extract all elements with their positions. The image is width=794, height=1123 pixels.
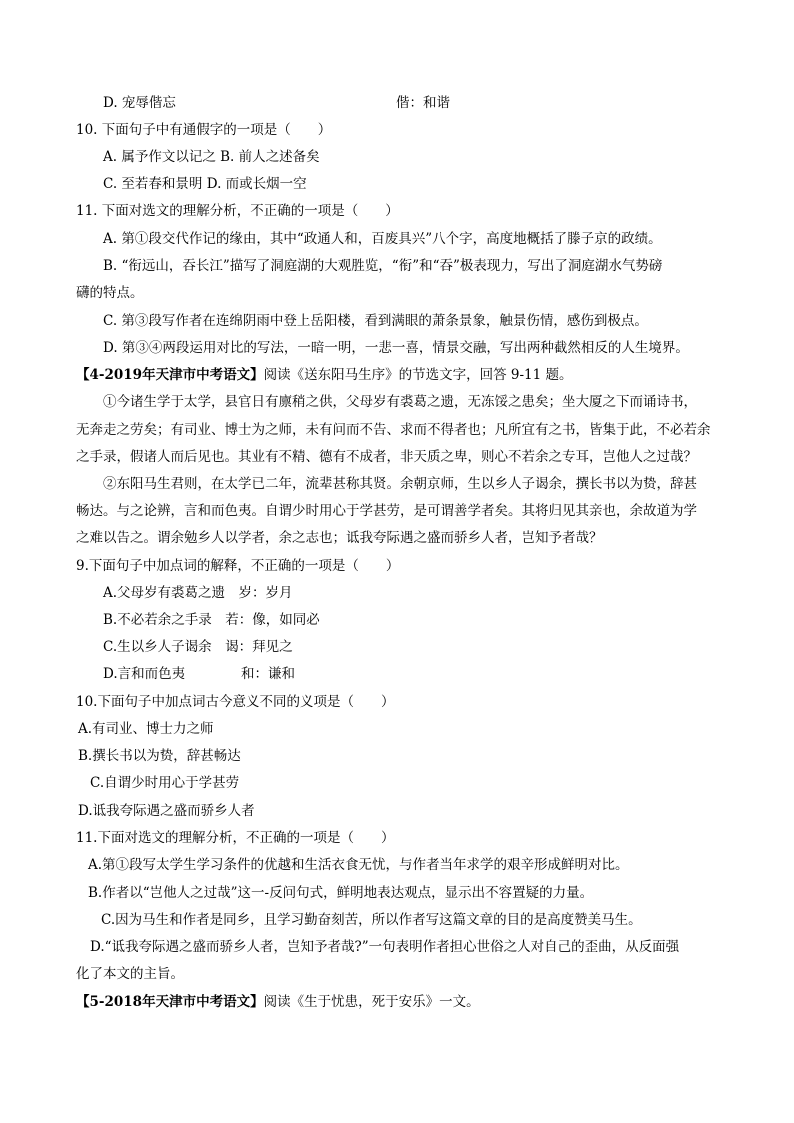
passage-p1-line1: ①今诸生学于太学，县官日有廪稍之供，父母岁有裘葛之遗，无冻馁之患矣；坐大厦之下而诵诗书， bbox=[103, 394, 697, 410]
q11-prev-option-b-line2: 礴的特点。 bbox=[76, 285, 144, 301]
section5-source-tag: 【5-2018年天津市中考语文】 bbox=[76, 994, 264, 1010]
passage-p2-line3: 之难以告之。谓余勉乡人以学者，余之志也；诋我夸际遇之盛而骄乡人者，岂知予者哉？ bbox=[76, 530, 603, 546]
section5-intro: 阅读《生于忧患，死于安乐》一文。 bbox=[263, 994, 480, 1010]
q11-stem: 11.下面对选文的理解分析，不正确的一项是（ ） bbox=[76, 830, 395, 846]
q11-prev-option-b-line1: B. “衔远山，吞长江”描写了洞庭湖的大观胜览，“衔”和“吞”极表现力，写出了洞庭湖水气势磅 bbox=[103, 258, 663, 274]
q10-prev-options-row1: A. 属予作文以记之 B. 前人之述备矣 bbox=[103, 149, 320, 165]
q9-prev-option-d-gloss: 偕：和谐 bbox=[396, 95, 450, 111]
q11-option-c: C.因为马生和作者是同乡，且学习勤奋刻苦，所以作者写这篇文章的目的是高度赞美马生。 bbox=[101, 912, 642, 928]
q9-option-a: A.父母岁有裘葛之遗 岁：岁月 bbox=[103, 585, 293, 601]
q10-option-d: D.诋我夸际遇之盛而骄乡人者 bbox=[78, 803, 255, 819]
passage-p2-line2: 畅达。与之论辨，言和而色夷。自谓少时用心于学甚劳，是可谓善学者矣。其将归见其亲也，余故道为学 bbox=[76, 503, 697, 519]
q11-option-b: B.作者以“岂他人之过哉”这一-反问句式，鲜明地表达观点，显示出不容置疑的力量。 bbox=[88, 885, 594, 901]
q10-prev-stem: 10. 下面句子中有通假字的一项是（ ） bbox=[76, 122, 332, 138]
q10-prev-options-row2: C. 至若春和景明 D. 而或长烟一空 bbox=[103, 176, 307, 192]
q11-prev-stem: 11. 下面对选文的理解分析，不正确的一项是（ ） bbox=[76, 203, 399, 219]
passage-p2-line1: ②东阳马生君则，在太学已二年，流辈甚称其贤。余朝京师，生以乡人子谒余，撰长书以为贽，辞甚 bbox=[103, 476, 697, 492]
q11-option-d-line2: 化了本文的主旨。 bbox=[76, 966, 184, 982]
q9-option-c: C.生以乡人子谒余 谒：拜见之 bbox=[103, 639, 293, 655]
q10-option-a: A.有司业、博士力之师 bbox=[78, 721, 214, 737]
q11-option-a: A.第①段写太学生学习条件的优越和生活衣食无忧，与作者当年求学的艰辛形成鲜明对比。 bbox=[88, 857, 629, 873]
q11-prev-option-c: C. 第③段写作者在连绵阴雨中登上岳阳楼，看到满眼的萧条景象，触景伤情，感伤到极点。 bbox=[103, 313, 648, 329]
q10-option-b: B.撰长书以为贽，辞甚畅达 bbox=[78, 748, 241, 764]
q11-option-d-line1: D.“诋我夸际遇之盛而骄乡人者，岂知予者哉?”一句表明作者担心世俗之人对自己的歪曲，从反面强 bbox=[90, 939, 680, 955]
passage-p1-line2: 无奔走之劳矣；有司业、博士为之师，未有问而不告、求而不得者也；凡所宜有之书，皆集于此，不必若余 bbox=[76, 422, 711, 438]
passage-p1-line3: 之手录，假诸人而后见也。其业有不精、德有不成者，非天质之卑，则心不若余之专耳，岂他人之过哉？ bbox=[76, 449, 697, 465]
section4-source-tag: 【4-2019年天津市中考语文】 bbox=[76, 367, 264, 383]
q10-option-c: C.自谓少时用心于学甚劳 bbox=[90, 775, 240, 791]
q10-stem: 10.下面句子中加点词古今意义不同的义项是（ ） bbox=[76, 694, 395, 710]
q9-option-d-gloss: 和：谦和 bbox=[241, 666, 295, 682]
section4-heading bbox=[76, 365, 573, 385]
q11-prev-option-d: D. 第③④两段运用对比的写法，一暗一明，一悲一喜，情景交融，写出两种截然相反的人生境界。 bbox=[103, 340, 689, 356]
q9-stem: 9.下面句子中加点词的解释，不正确的一项是（ ） bbox=[76, 558, 400, 574]
section5-heading bbox=[76, 992, 480, 1012]
q11-prev-option-a: A. 第①段交代作记的缘由，其中“政通人和，百废具兴”八个字，高度地概括了滕子京的政绩。 bbox=[103, 231, 662, 247]
q9-prev-option-d: D. 宠辱偕忘 bbox=[103, 95, 176, 111]
q9-option-d: D.言和而色夷 bbox=[103, 666, 186, 682]
section4-intro: 阅读《送东阳马生序》的节选文字，回答 9-11 题。 bbox=[263, 367, 573, 383]
q9-option-b: B.不必若余之手录 若：像，如同必 bbox=[103, 612, 320, 628]
